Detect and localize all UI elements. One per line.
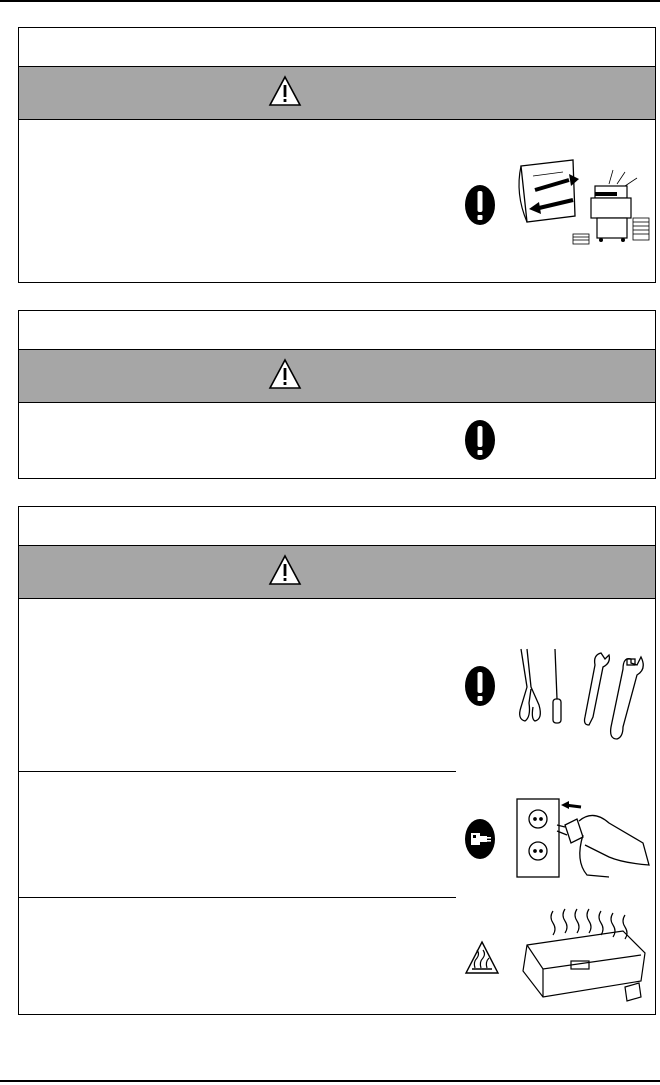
section-title-row [19,28,655,67]
section-title-row [19,311,655,350]
unplug-cord-illustration [513,779,653,879]
mandatory-action-icon [464,184,496,226]
safety-box-2 [18,310,656,479]
hot-surface-icon [463,940,501,976]
hot-fuser-illustration [513,905,653,1005]
section-title-row [19,507,655,546]
copier-moving-illustration [513,156,653,251]
mandatory-action-icon [464,419,496,461]
top-rule [0,0,660,2]
warning-band [19,67,655,120]
mandatory-action-icon [464,665,496,707]
warning-band [19,546,655,599]
tools-illustration [513,647,653,747]
safety-box-3 [18,506,656,1015]
warning-band [19,350,655,403]
row-divider [19,771,456,772]
warning-triangle-icon [268,75,302,107]
unplug-power-icon [464,818,496,860]
safety-box-1 [18,27,656,283]
row-divider [19,897,456,898]
warning-triangle-icon [268,554,302,586]
bottom-rule [0,1080,660,1082]
warning-triangle-icon [268,358,302,390]
